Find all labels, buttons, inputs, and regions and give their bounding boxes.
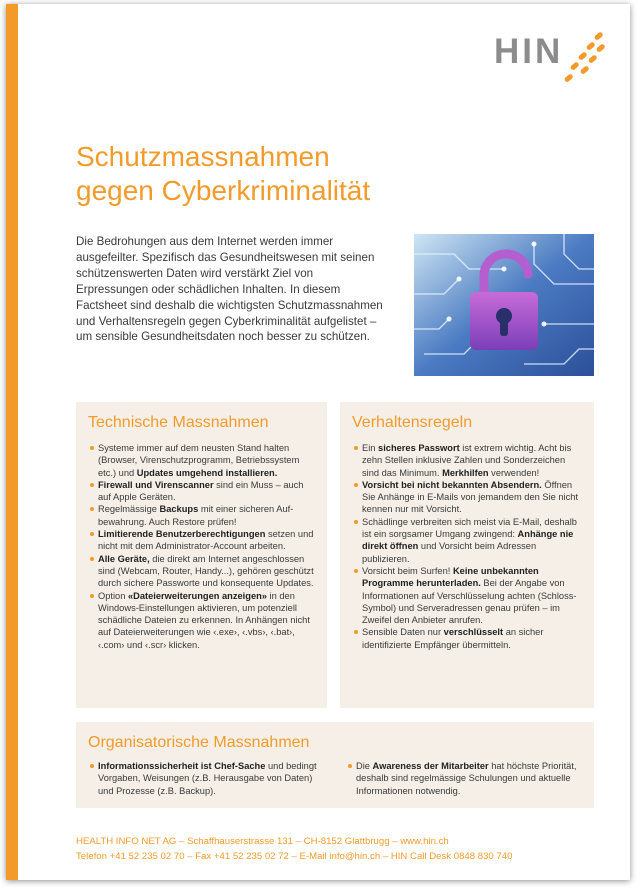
list-item: Firewall und Virenscanner sind ein Muss – auch auf Apple Geräten. xyxy=(90,479,317,504)
technical-measures-list xyxy=(90,442,317,651)
list-item: Vorsicht beim Surfen! Keine unbekannten Programme herunterladen. Bei der Angabe von Informationen auf Verschlüsselung achten (Schloss-Symbol) und Serveradressen genau prüfen – im Zweifel den Anbieter anrufen. xyxy=(354,565,584,626)
list-item: Limitierende Benutzerberechtigungen setzen und nicht mit dem Administrator-Account arbeiten. xyxy=(90,528,317,553)
logo-text: HIN xyxy=(494,32,564,71)
technical-measures-heading: Technische Massnahmen xyxy=(88,414,269,431)
organizational-measures-heading: Organisatorische Massnahmen xyxy=(88,734,310,751)
footer-contact-line: Telefon +41 52 235 02 70 – Fax +41 52 235 02 72 – E-Mail info@hin.ch – HIN Call Desk 0848 830 740 xyxy=(76,851,513,862)
technical-measures-box xyxy=(76,402,327,708)
behavior-rules-box xyxy=(340,402,594,708)
list-item: Option «Dateierweiterungen anzeigen» in den Windows-Einstellungen aktivieren, um potenziell schädliche Dateien zu erkennen. In Anhängen nicht auf Dateierweiterungen wie ‹.exe›, ‹.vbs›, ‹.bat›, ‹.com› und ‹.scr› klicken. xyxy=(90,590,317,651)
title-line-2: gegen Cyberkriminalität xyxy=(76,175,371,206)
list-item: Sensible Daten nur verschlüsselt an sicher identifizierte Empfänger übermitteln. xyxy=(354,626,584,651)
organizational-item-left xyxy=(90,760,330,797)
title-line-1: Schutzmassnahmen xyxy=(76,141,330,172)
list-item: Vorsicht bei nicht bekannten Absendern. Öffnen Sie Anhänge in E-Mails von jemandem den Sie nicht kennen nur mit Vorsicht. xyxy=(354,479,584,516)
organizational-measures-box xyxy=(76,722,594,808)
list-item: Systeme immer auf dem neusten Stand halten (Browser, Virenschutzprogramm, Betriebssystem etc.) und Updates umgehend installieren. xyxy=(90,442,317,479)
list-item: Alle Geräte, die direkt am Internet angeschlossen sind (Webcam, Router, Handy...), gehören geschützt durch sichere Passworte und konsequente Updates. xyxy=(90,553,317,590)
footer-address-line: HEALTH INFO NET AG – Schaffhauserstrasse 131 – CH-8152 Glattbrugg – www.hin.ch xyxy=(76,836,449,847)
logo-dots-icon xyxy=(562,30,608,86)
intro-paragraph: Die Bedrohungen aus dem Internet werden immer ausgefeilter. Spezifisch das Gesundheitswesen mit seinen schützenswerten Daten wird verstärkt Ziel von Erpressungen oder schädlichen Inhalten. In diesem Factsheet sind deshalb die wichtigsten Schutzmassnahmen und Verhaltensregeln gegen Cyberkriminalität aufgelistet – um sensible Gesundheitsdaten noch besser zu schützen. xyxy=(76,235,383,344)
list-item: Regelmässige Backups mit einer sicheren Aufbewahrung. Auch Restore prüfen! xyxy=(90,503,317,528)
accent-stripe xyxy=(6,4,18,880)
padlock-circuit-image xyxy=(414,234,594,376)
list-item: Informationssicherheit ist Chef-Sache und bedingt Vorgaben, Weisungen (z.B. Herausgabe von Daten) und Prozesse (z.B. Backup). xyxy=(90,760,330,797)
behavior-rules-heading: Verhaltensregeln xyxy=(352,414,473,431)
behavior-rules-list xyxy=(354,442,584,651)
hin-logo xyxy=(494,30,604,86)
organizational-item-right xyxy=(348,760,588,797)
list-item: Ein sicheres Passwort ist extrem wichtig. Acht bis zehn Stellen inklusive Zahlen und Sonderzeichen sind das Minimum. Merkhilfen verwenden! xyxy=(354,442,584,479)
factsheet-page xyxy=(6,4,630,880)
list-item: Die Awareness der Mitarbeiter hat höchste Priorität, deshalb sind regelmässige Schulungen und aktuelle Informationen notwendig. xyxy=(348,760,588,797)
page-title xyxy=(76,140,370,208)
footer xyxy=(76,834,512,864)
list-item: Schädlinge verbreiten sich meist via E-Mail, deshalb ist ein sorgsamer Umgang zwingend: Anhänge nie direkt öffnen und Vorsicht beim Adressen publizieren. xyxy=(354,516,584,565)
